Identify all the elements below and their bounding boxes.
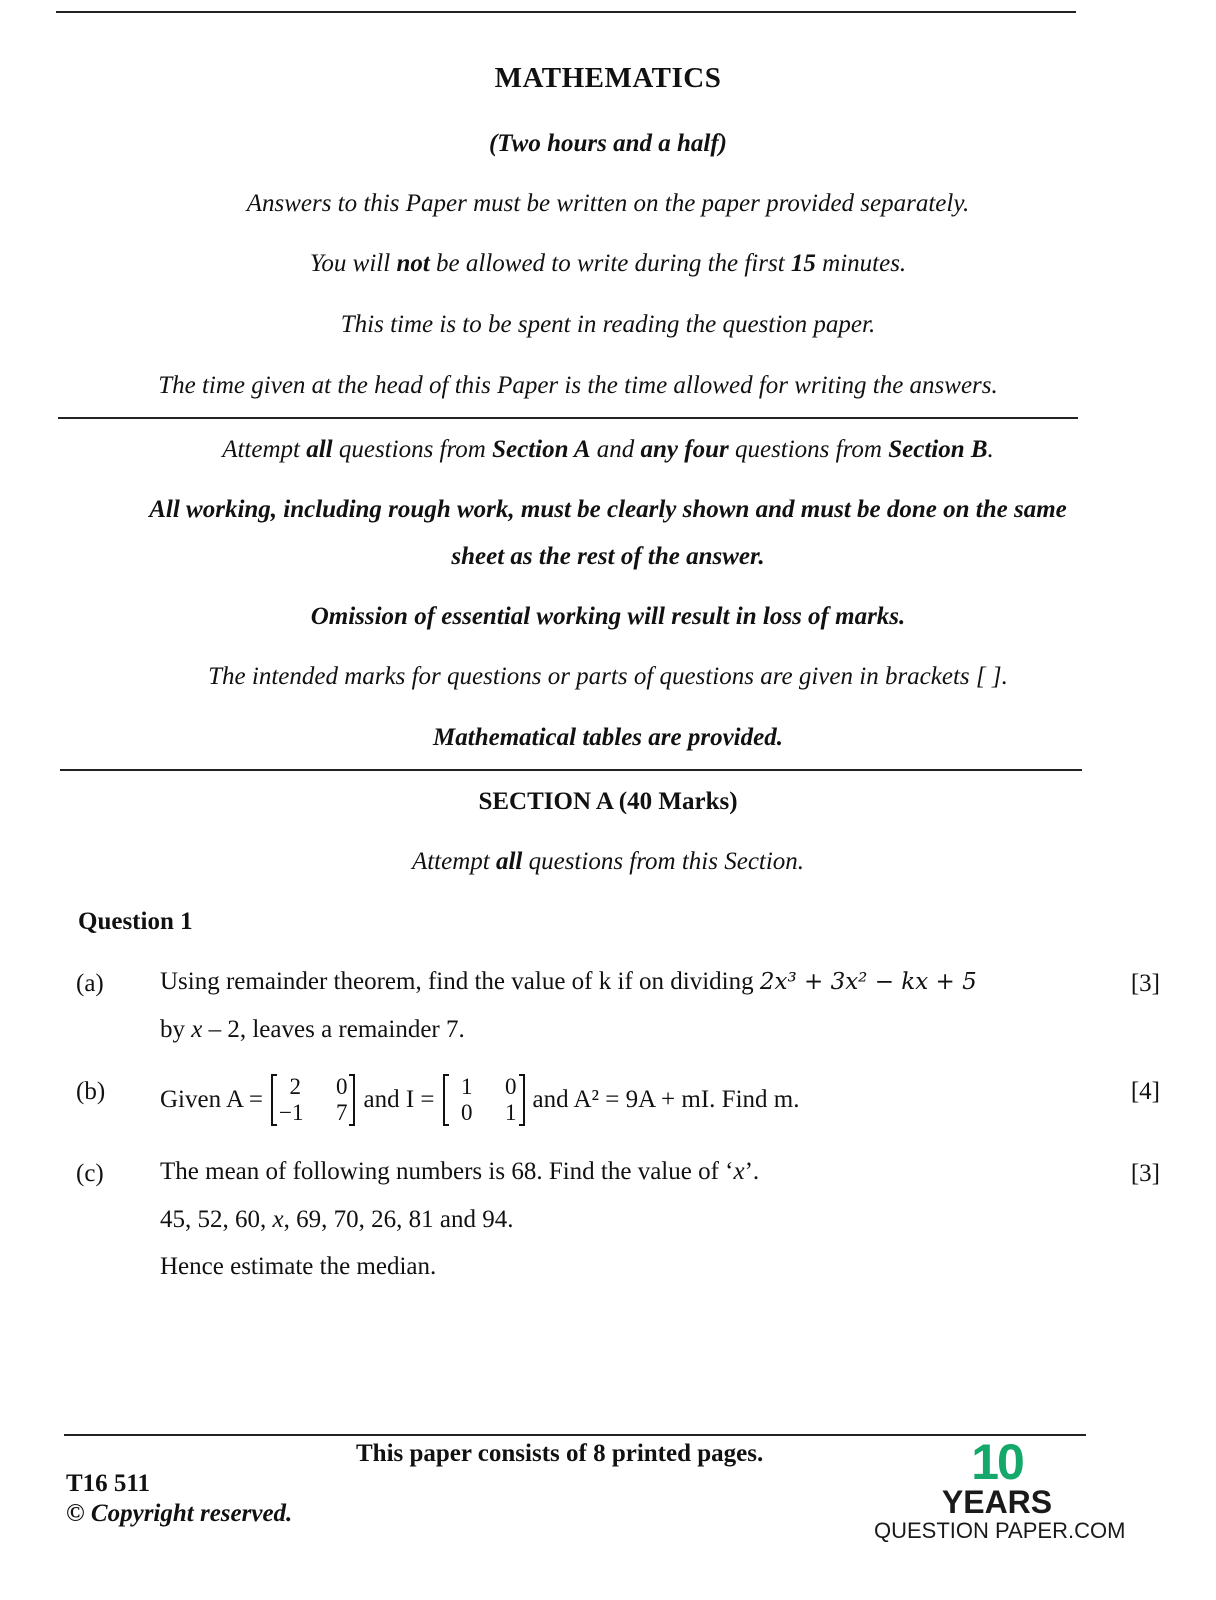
matrix-row [451, 1100, 517, 1126]
variable: x [733, 1158, 745, 1185]
text: Attempt [222, 436, 307, 463]
page-count: This paper consists of 8 printed pages. [356, 1440, 764, 1467]
text: questions from this Section. [522, 848, 805, 875]
instruction-reading: This time is to be spent in reading the question paper. [340, 311, 876, 338]
text: and [590, 436, 641, 463]
text: and A² = 9A + mI. Find m. [532, 1086, 800, 1113]
part-c-hence: Hence estimate the median. [160, 1253, 437, 1280]
part-label: (b) [76, 1078, 106, 1105]
text: not [396, 250, 430, 277]
duration: (Two hours and a half) [488, 130, 727, 157]
copyright: © Copyright reserved. [66, 1500, 293, 1527]
marks-badge: [3] [1130, 1160, 1160, 1187]
text: Using remainder theorem, find the value of k if on dividing [160, 968, 760, 995]
part-label: (c) [76, 1160, 104, 1187]
footer-rule [64, 1434, 1086, 1436]
instruction-working-2: sheet as the rest of the answer. [451, 543, 765, 570]
matrix-cell: 0 [505, 1074, 517, 1099]
text: . [987, 436, 994, 463]
instruction-omission: Omission of essential working will result in loss of marks. [310, 603, 906, 630]
text: all [495, 848, 523, 875]
marks-badge: [3] [1130, 970, 1160, 997]
text: , 69, 70, 26, 81 and 94. [283, 1206, 514, 1233]
text: and I = [363, 1086, 435, 1113]
section-instruction [0, 848, 1216, 876]
part-c-numbers [160, 1206, 513, 1234]
text: – 2, leaves a remainder 7. [202, 1016, 465, 1043]
part-a-line-2 [160, 1016, 465, 1044]
text: minutes. [815, 250, 907, 277]
logo-number: 10 [971, 1434, 1023, 1490]
instruction-reading-time [0, 250, 1216, 278]
instruction-answers: Answers to this Paper must be written on the paper provided separately. [246, 190, 970, 217]
matrix-cell: 0 [335, 1074, 348, 1099]
divider-1 [58, 417, 1078, 419]
matrix-cell: 2 [289, 1074, 301, 1099]
question-heading: Question 1 [78, 908, 193, 935]
paper-title: MATHEMATICS [494, 62, 722, 94]
text: any four [640, 436, 729, 463]
text: questions from [728, 436, 889, 463]
matrix-row [451, 1074, 517, 1100]
divider-2 [60, 769, 1082, 771]
instruction-working-1: All working, including rough work, must be clearly shown and must be done on the same [149, 496, 1067, 523]
watermark-logo [874, 1434, 1126, 1568]
text: Section B [888, 436, 988, 463]
logo-site: QUESTION PAPER.COM [874, 1518, 1126, 1543]
text: Section A [492, 436, 591, 463]
matrix-i [443, 1074, 525, 1126]
part-a-line-1 [160, 968, 977, 996]
top-rule [56, 11, 1076, 13]
instruction-marks: The intended marks for questions or parts of questions are given in brackets [ ]. [208, 663, 1008, 690]
text: Attempt [411, 848, 496, 875]
text: by [160, 1016, 192, 1043]
text: You will [309, 250, 397, 277]
logo-years: YEARS [941, 1484, 1053, 1520]
part-c-line-1 [160, 1158, 759, 1186]
polynomial-expression: 2x³ + 3x² − kx + 5 [759, 969, 977, 995]
matrix-a [271, 1074, 355, 1126]
part-label: (a) [76, 970, 104, 997]
part-b-line [160, 1074, 799, 1126]
matrix-cell: −1 [279, 1100, 304, 1125]
text: be allowed to write during the first [429, 250, 791, 277]
text: 15 [790, 250, 816, 277]
text: 45, 52, 60, [160, 1206, 273, 1233]
matrix-cell: 7 [335, 1100, 348, 1125]
matrix-row [279, 1074, 347, 1100]
variable: x [272, 1206, 284, 1233]
instruction-tables: Mathematical tables are provided. [433, 724, 783, 751]
text: ’. [744, 1158, 760, 1185]
matrix-row [279, 1100, 347, 1126]
paper-code: T16 511 [66, 1470, 151, 1497]
matrix-cell: 0 [461, 1100, 473, 1125]
text: The mean of following numbers is 68. Find the value of ‘ [160, 1158, 734, 1185]
text: questions from [332, 436, 493, 463]
matrix-cell: 1 [461, 1074, 473, 1099]
variable: x [191, 1016, 203, 1043]
marks-badge: [4] [1130, 1078, 1160, 1105]
section-title: SECTION A (40 Marks) [478, 788, 738, 815]
instruction-time-given: The time given at the head of this Paper is the time allowed for writing the answers. [158, 372, 998, 399]
instruction-attempt [0, 436, 1216, 464]
matrix-cell: 1 [505, 1100, 517, 1125]
text: all [306, 436, 333, 463]
text: Given A = [160, 1086, 263, 1113]
